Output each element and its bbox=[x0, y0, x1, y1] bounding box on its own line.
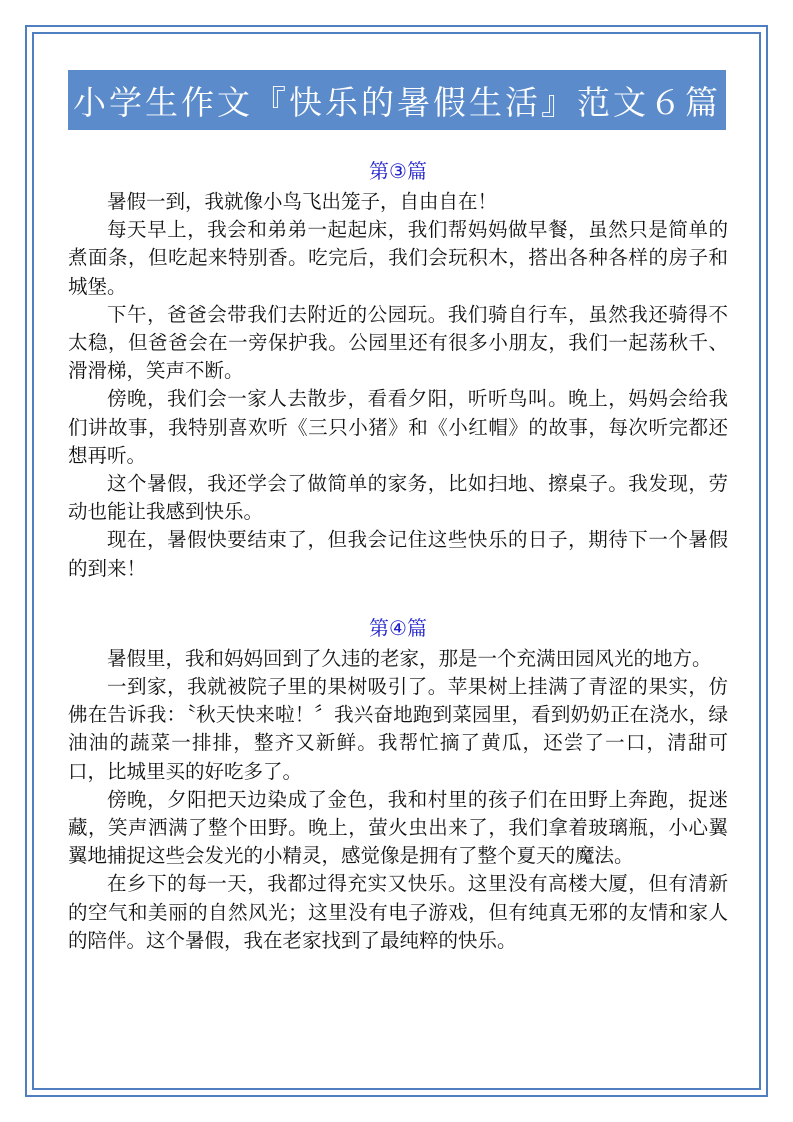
paragraph: 傍晚，我们会一家人去散步，看看夕阳，听听鸟叫。晚上，妈妈会给我们讲故事，我特别喜欢听《三只小猪》和《小红帽》的故事，每次听完都还想再听。 bbox=[68, 387, 728, 467]
paragraph: 每天早上，我会和弟弟一起起床，我们帮妈妈做早餐，虽然只是简单的煮面条，但吃起来特别香。吃完后，我们会玩积木，搭出各种各样的房子和城堡。 bbox=[68, 218, 728, 298]
title-banner bbox=[68, 70, 726, 130]
section-heading: 第③篇 bbox=[369, 159, 427, 183]
essay-section-3 bbox=[68, 156, 728, 583]
article-content bbox=[68, 156, 728, 955]
paragraph: 在乡下的每一天，我都过得充实又快乐。这里没有高楼大厦，但有清新的空气和美丽的自然风光；这里没有电子游戏，但有纯真无邪的友情和家人的陪伴。这个暑假，我在老家找到了最纯粹的快乐。 bbox=[68, 872, 728, 952]
paragraph: 暑假里，我和妈妈回到了久违的老家，那是一个充满田园风光的地方。 bbox=[107, 646, 712, 670]
paragraph: 一到家，我就被院子里的果树吸引了。苹果树上挂满了青涩的果实，仿佛在告诉我：〝秋天快来啦！〞我兴奋地跑到菜园里，看到奶奶正在浇水，绿油油的蔬菜一排排，整齐又新鲜。我帮忙摘了黄瓜，还尝了一口，清甜可口，比城里买的好吃多了。 bbox=[68, 675, 728, 783]
paragraph: 下午，爸爸会带我们去附近的公园玩。我们骑自行车，虽然我还骑得不太稳，但爸爸会在一旁保护我。公园里还有很多小朋友，我们一起荡秋千、滑滑梯，笑声不断。 bbox=[68, 302, 728, 383]
paragraph: 这个暑假，我还学会了做简单的家务，比如扫地、擦桌子。我发现，劳动也能让我感到快乐。 bbox=[68, 472, 728, 524]
essay-section-4 bbox=[68, 613, 728, 955]
paragraph: 傍晚，夕阳把天边染成了金色，我和村里的孩子们在田野上奔跑，捉迷藏，笑声洒满了整个田野。晚上，萤火虫出来了，我们拿着玻璃瓶，小心翼翼地捕捉这些会发光的小精灵，感觉像是拥有了整个夏天的魔法。 bbox=[68, 787, 728, 868]
paragraph: 现在，暑假快要结束了，但我会记住这些快乐的日子，期待下一个暑假的到来！ bbox=[68, 528, 728, 580]
paragraph: 暑假一到，我就像小鸟飞出笼子，自由自在！ bbox=[107, 190, 498, 213]
section-heading: 第④篇 bbox=[369, 615, 427, 640]
document-title: 小学生作文『快乐的暑假生活』范文６篇 bbox=[73, 82, 721, 122]
